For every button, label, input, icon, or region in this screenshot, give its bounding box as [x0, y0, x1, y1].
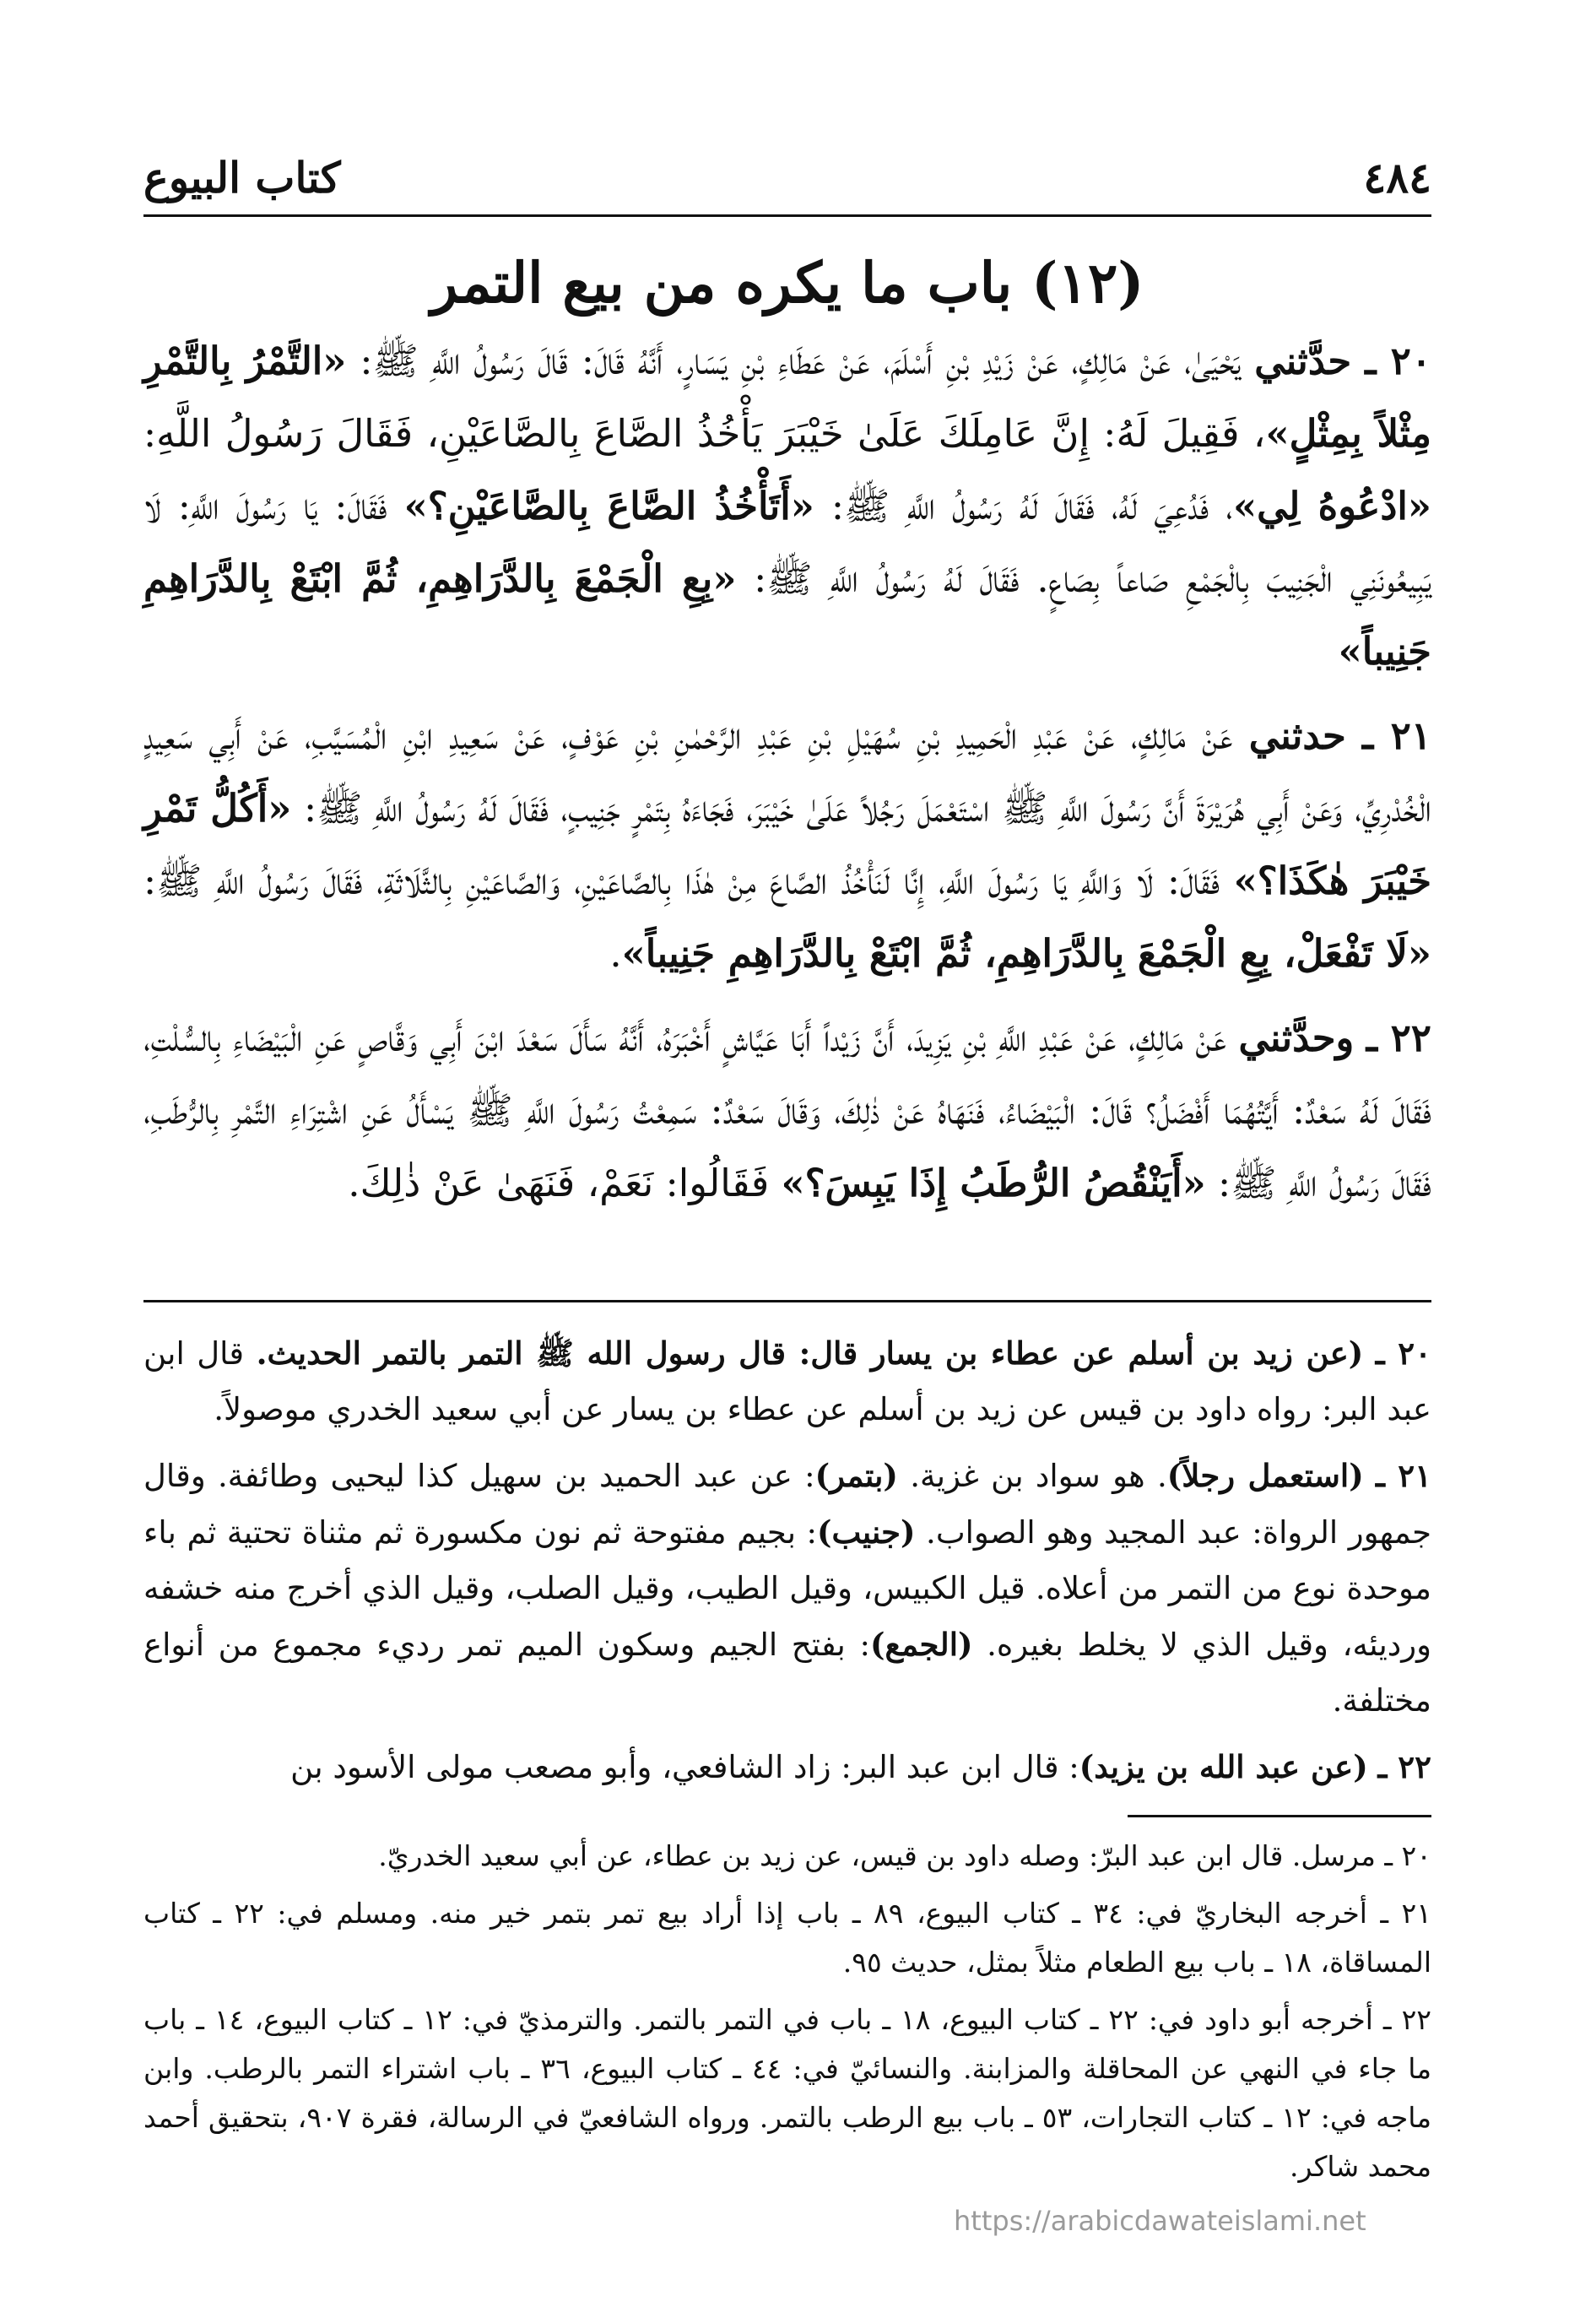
page-number: ٤٨٤ — [1363, 153, 1431, 203]
commentary-22 — [143, 1739, 1431, 1795]
hadith-lead: حدَّثني — [1254, 338, 1352, 383]
hadith-20 — [143, 325, 1431, 688]
hadith-22 — [143, 1002, 1431, 1220]
hadith-number: ٢٢ ـ — [1366, 1015, 1431, 1060]
commentary-text: : بجيم مفتوحة ثم نون مكسورة ثم مثناة تحتية ثم باء موحدة نوع من التمر من أعلاه. قيل الكبيس، وقيل الطيب، وقيل الصلب، وقيل الذي أخرج منه خشفه ورديئه، وقيل الذي لا يخلط بغيره. — [143, 1514, 1431, 1663]
footnote-20: ٢٠ ـ مرسل. قال ابن عبد البرّ: وصله داود بن قيس، عن زيد بن عطاء، عن أبي سعيد الخدريّ. — [378, 1839, 1431, 1872]
watermark-url: https://arabicdawateislami.net — [954, 2205, 1366, 2237]
hadith-21 — [143, 700, 1431, 990]
hadith-lead: وحدَّثني — [1238, 1015, 1355, 1060]
chapter-title: (١٢) باب ما يكره من بيع التمر — [430, 250, 1144, 316]
prophetic-quote: «أَيَنْقُصُ الرُّطَبُ إِذَا يَبِسَ؟» — [781, 1161, 1206, 1205]
hadith-text-segment: ، فَدُعِيَ لَهُ، فَقَالَ لَهُ رَسُولُ اللَّهِ ﷺ: — [814, 484, 1233, 528]
footnote-22: ٢٢ ـ أخرجه أبو داود في: ٢٢ ـ كتاب البيوع، ١٨ ـ باب في التمر بالتمر. والترمذيّ في: ١٢ ـ كتاب البيوع، ١٤ ـ باب ما جاء في النهي عن المحاقلة والمزابنة. والنسائيّ في: ٤٤ ـ كتاب البيوع، ٣٦ ـ باب اشتراء التمر بالرطب. وابن ماجه في: ١٢ ـ كتاب التجارات، ٥٣ ـ باب بيع الرطب بالتمر. ورواه الشافعيّ في الرسالة، فقرة ٩٠٧، بتحقيق أحمد محمد شاكر. — [143, 2003, 1432, 2183]
footnote-21: ٢١ ـ أخرجه البخاريّ في: ٣٤ ـ كتاب البيوع، ٨٩ ـ باب إذا أراد بيع تمر بتمر خير منه. ومسلم في: ٢٢ ـ كتاب المساقاة، ١٨ ـ باب بيع الطعام مثلاً بمثل، حديث ٩٥. — [143, 1897, 1431, 1979]
hadith-text-segment: يَحْيَىٰ، عَنْ مَالِكٍ، عَنْ زَيْدِ بْنِ أَسْلَمَ، عَنْ عَطَاءِ بْنِ يَسَارٍ، أَنَّهُ قَالَ: قَالَ رَسُولُ اللَّهِ ﷺ: — [346, 338, 1255, 383]
prophetic-quote: «أَكُلُّ تَمْرِ خَيْبَرَ هٰكَذَا؟» — [143, 786, 1432, 903]
commentary-text: : قال ابن عبد البر: زاد الشافعي، وأبو مصعب مولى الأسود بن — [290, 1749, 1079, 1785]
commentary-number: ٢٢ ـ — [1377, 1748, 1431, 1785]
commentary-text: قال ابن عبد البر: رواه داود بن قيس عن زيد بن أسلم عن عطاء بن يسار عن أبي سعيد الخدري موصولاً. — [143, 1335, 1431, 1427]
prophetic-quote: «لَا تَفْعَلْ، بِعِ الْجَمْعَ بِالدَّرَاهِمِ، ثُمَّ ابْتَعْ بِالدَّرَاهِمِ جَنِيباً» — [621, 931, 1431, 976]
commentary-number: ٢٠ ـ — [1375, 1335, 1431, 1372]
hadith-text — [143, 325, 1431, 1232]
footnotes-section — [143, 1832, 1431, 2200]
prophetic-quote: «بِعِ الْجَمْعَ بِالدَّرَاهِمِ، ثُمَّ ابْتَعْ بِالدَّرَاهِمِ جَنِيباً» — [143, 556, 1431, 674]
commentary-term: (استعمل رجلاً) — [1166, 1457, 1364, 1494]
commentary-number: ٢١ ـ — [1376, 1457, 1431, 1494]
commentary-21 — [143, 1448, 1431, 1729]
running-header — [143, 127, 1431, 217]
footnote-divider — [1128, 1815, 1431, 1817]
commentary-divider — [143, 1300, 1431, 1302]
commentary-term: (عن زيد بن أسلم عن عطاء بن يسار قال: قال رسول الله ﷺ التمر بالتمر الحديث. — [256, 1335, 1364, 1372]
commentary-text: . هو سواد بن غزية. — [897, 1458, 1167, 1494]
hadith-text-segment: فَقَالُوا: نَعَمْ، فَنَهَىٰ عَنْ ذٰلِكَ. — [348, 1161, 782, 1205]
commentary-section — [143, 1325, 1431, 1806]
hadith-text-segment: فَقَالَ: لَا وَاللَّهِ يَا رَسُولَ اللَّهِ، إِنَّا لَنَأْخُذُ الصَّاعَ مِنْ هٰذَا بِالصَّاعَيْنِ، وَالصَّاعَيْنِ بِالثَّلَاثَةِ، فَقَالَ رَسُولُ اللَّهِ ﷺ: — [143, 858, 1234, 903]
commentary-text: : بفتح الجيم وسكون الميم تمر رديء مجموع من أنواع مختلفة. — [143, 1627, 1431, 1719]
book-title: كتاب البيوع — [143, 153, 341, 203]
commentary-term: (بتمر) — [814, 1457, 898, 1494]
prophetic-quote: «التَّمْرُ بِالتَّمْرِ مِثْلاً بِمِثْلٍ» — [143, 338, 1431, 456]
prophetic-quote: «ادْعُوهُ لِي» — [1232, 484, 1431, 528]
hadith-number: ٢١ ـ — [1361, 713, 1431, 758]
hadith-lead: حدثني — [1248, 713, 1346, 758]
prophetic-quote: «أَتَأْخُذُ الصَّاعَ بِالصَّاعَيْنِ؟» — [403, 484, 814, 528]
hadith-text-segment: عَنْ مَالِكٍ، عَنْ عَبْدِ الْحَمِيدِ بْنِ سُهَيْلِ بْنِ عَبْدِ الرَّحْمٰنِ بْنِ عَوْفٍ، عَنْ سَعِيدِ ابْنِ الْمُسَيَّبِ، عَنْ أَبِي سَعِيدٍ الْخُدْرِيِّ، وَعَنْ أَبِي هُرَيْرَةَ أَنَّ رَسُولَ اللَّهِ ﷺ اسْتَعْمَلَ رَجُلاً عَلَىٰ خَيْبَرَ، فَجَاءَهُ بِتَمْرٍ جَنِيبٍ، فَقَالَ لَهُ رَسُولُ اللَّهِ ﷺ: — [143, 713, 1431, 831]
commentary-20 — [143, 1325, 1431, 1438]
hadith-text-segment: عَنْ مَالِكٍ، عَنْ عَبْدِ اللَّهِ بْنِ يَزِيدَ، أَنَّ زَيْداً أَبَا عَيَّاشٍ أَخْبَرَهُ، أَنَّهُ سَأَلَ سَعْدَ ابْنَ أَبِي وَقَّاصٍ عَنِ الْبَيْضَاءِ بِالسُّلْتِ، فَقَالَ لَهُ سَعْدٌ: أَيَّتُهُمَا أَفْضَلُ؟ قَالَ: الْبَيْضَاءُ، فَنَهَاهُ عَنْ ذٰلِكَ، وَقَالَ سَعْدٌ: سَمِعْتُ رَسُولَ اللَّهِ ﷺ يَسْأَلُ عَنِ اشْتِرَاءِ التَّمْرِ بِالرُّطَبِ، فَقَالَ رَسُولُ اللَّهِ ﷺ: — [143, 1015, 1431, 1205]
commentary-text: : عن عبد الحميد بن سهيل كذا ليحيى وطائفة. وقال جمهور الرواة: عبد المجيد وهو الصواب. — [143, 1458, 1431, 1551]
commentary-term: (جنيب) — [817, 1513, 916, 1551]
hadith-number: ٢٠ ـ — [1365, 338, 1431, 383]
hadith-text-segment: ، فَقِيلَ لَهُ: إِنَّ عَامِلَكَ عَلَىٰ خَيْبَرَ يَأْخُذُ الصَّاعَ بِالصَّاعَيْنِ، فَقَالَ رَسُولُ اللَّهِ: — [143, 411, 1266, 456]
commentary-term: (عن عبد الله بن يزيد) — [1079, 1748, 1368, 1785]
commentary-term: (الجمع) — [869, 1626, 973, 1663]
hadith-text-segment: . — [609, 931, 622, 976]
hadith-text-segment: فَقَالَ: يَا رَسُولَ اللَّهِ: لَا يَبِيعُونَنِي الْجَنِيبَ بِالْجَمْعِ صَاعاً بِصَاعٍ. فَقَالَ لَهُ رَسُولُ اللَّهِ ﷺ: — [143, 484, 1432, 601]
